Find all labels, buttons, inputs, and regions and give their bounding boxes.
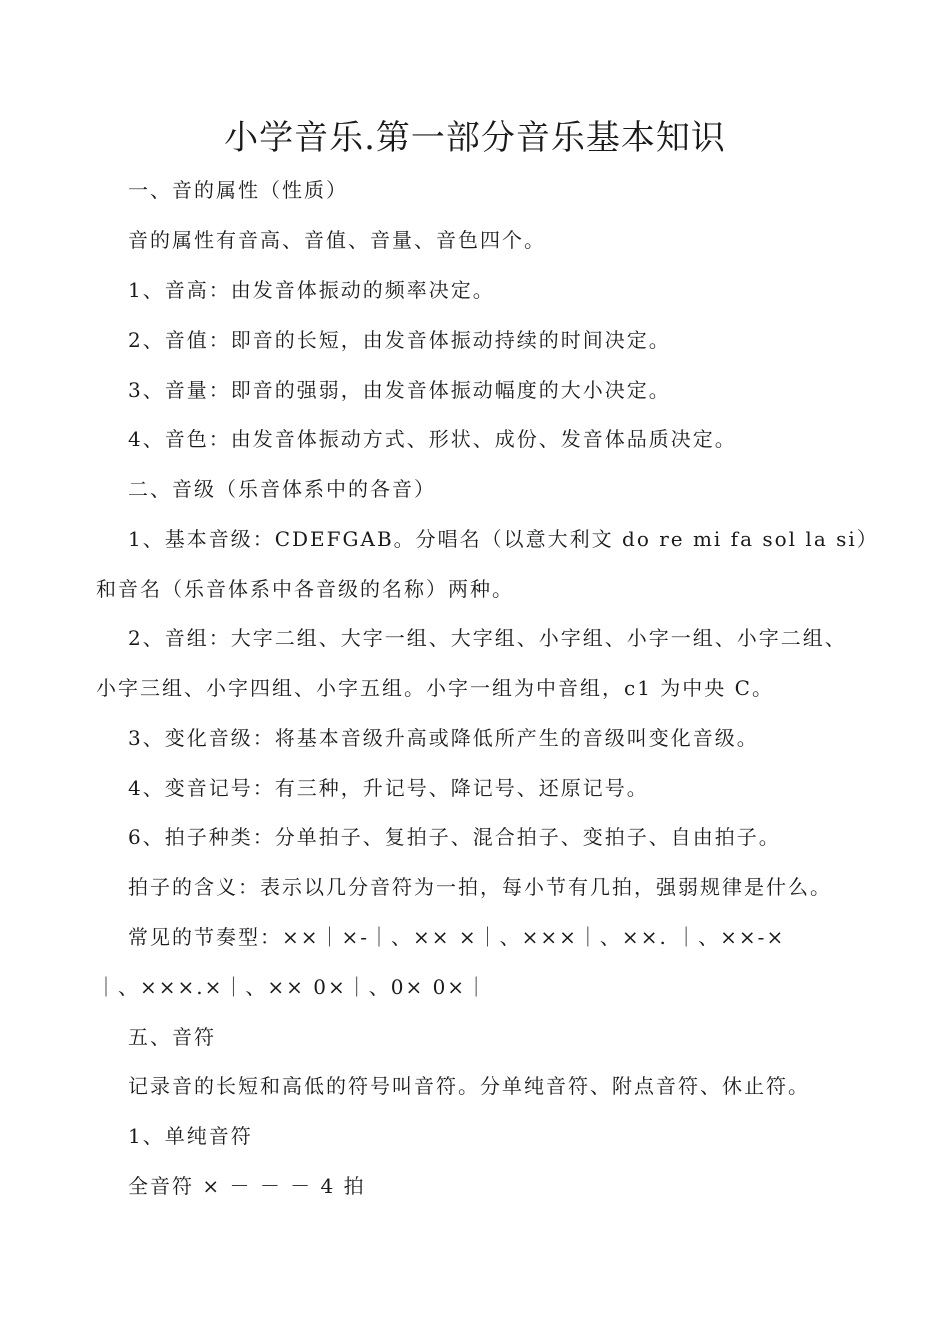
paragraph-line: 2、音值：即音的长短，由发音体振动持续的时间决定。: [128, 328, 671, 352]
paragraph-line: 2、音组：大字二组、大字一组、大字组、小字组、小字一组、小字二组、: [128, 626, 847, 650]
paragraph-line: 拍子的含义：表示以几分音符为一拍，每小节有几拍，强弱规律是什么。: [128, 875, 832, 899]
paragraph-line: 1、音高：由发音体振动的频率决定。: [128, 278, 495, 302]
paragraph-line: ｜、×××.×｜、×× 0×｜、0× 0×｜: [96, 975, 489, 999]
paragraph-line: 常见的节奏型：××｜×-｜、×× ×｜、×××｜、××. ｜、××-×: [128, 925, 786, 949]
paragraph-line: 和音名（乐音体系中各音级的名称）两种。: [96, 577, 514, 601]
paragraph-line: 全音符 × － － － 4 拍: [128, 1174, 366, 1198]
document-title: 小学音乐.第一部分音乐基本知识: [224, 118, 726, 158]
paragraph-line: 1、基本音级：CDEFGAB。分唱名（以意大利文 do re mi fa sol la si）: [128, 527, 879, 551]
paragraph-line: 4、音色：由发音体振动方式、形状、成份、发音体品质决定。: [128, 427, 737, 451]
paragraph-line: 6、拍子种类：分单拍子、复拍子、混合拍子、变拍子、自由拍子。: [128, 825, 781, 849]
heading-notes: 五、音符: [128, 1025, 216, 1049]
paragraph-line: 记录音的长短和高低的符号叫音符。分单纯音符、附点音符、休止符。: [128, 1074, 810, 1098]
subheading-simple-notes: 1、单纯音符: [128, 1124, 253, 1148]
paragraph-line: 4、变音记号：有三种，升记号、降记号、还原记号。: [128, 776, 649, 800]
paragraph-line: 小字三组、小字四组、小字五组。小字一组为中音组，c1 为中央 C。: [96, 676, 774, 700]
paragraph-line: 3、变化音级：将基本音级升高或降低所产生的音级叫变化音级。: [128, 726, 759, 750]
heading-sound-levels: 二、音级（乐音体系中的各音）: [128, 477, 436, 501]
heading-sound-properties: 一、音的属性（性质）: [128, 178, 348, 202]
paragraph-line: 3、音量：即音的强弱，由发音体振动幅度的大小决定。: [128, 378, 671, 402]
paragraph-line: 音的属性有音高、音值、音量、音色四个。: [128, 228, 546, 252]
